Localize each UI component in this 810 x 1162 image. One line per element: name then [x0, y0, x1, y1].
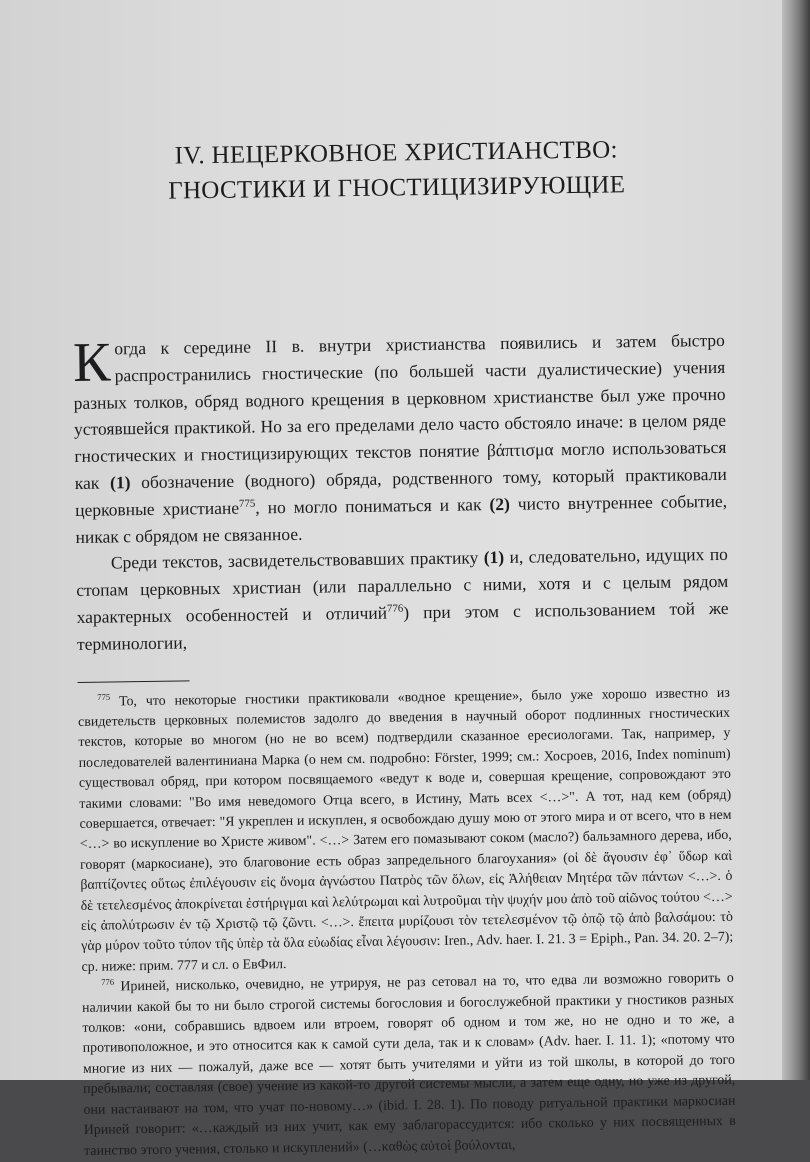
marker-1: (1) — [109, 472, 131, 493]
page-edge-shadow — [782, 0, 810, 1080]
chapter-heading-line-1: IV. НЕЦЕРКОВНОЕ ХРИСТИАНСТВО: — [174, 136, 618, 170]
footnote-number: 776 — [101, 977, 115, 988]
footnote-ref-776: 776 — [386, 602, 404, 615]
footnote-775 — [78, 683, 734, 978]
paragraph-2 — [76, 541, 729, 657]
paragraph-1 — [73, 327, 728, 550]
chapter-heading — [70, 131, 723, 210]
main-text — [73, 327, 729, 658]
footnote-text: То, что некоторые гностики практиковали «водное крещение», было уже хорошо известно из свидетельств церковных полемистов задолго до введения в научный оборот подлинных гностических текстов, которые во многом (но не во всем) подтвердили сказанное ересиологами. Так, например, у последователей валентиниана Марка (о нем см. подробно: Förster, 1999; см.: Хосроев, 2016, Index nominum) существовал обряд, при котором посвящаемого «ведут к воде и, совершая крещение, сопровождают это такими словами: "Во имя неведомого Отца всего, в Истину, Мать всех <…>". А тот, над кем (обряд) совершается, отвечает: "Я укреплен и искуплен, я освобождаю душу мою от этого мира и от всего, что в нем <…> во искупление во Христе живом". <…> Затем его помазывают соком (масло?) бальзамного дерева, ибо, говорят (маркосиане), это благовоние есть образ запредельного благоухания» (οἱ δὲ ἄγουσιν ἐφ᾽ ὕδωρ καὶ βαπτίζοντες οὕτως ἐπιλέγουσιν εἰς ὄνομα ἀγνώστου Πατρὸς τῶν ὅλων, εἰς Ἀλήθειαν Μητέρα τῶν πάντων <…>. ὁ δὲ τετελεσμένος ἀποκρίνεται ἐστήριγμαι καὶ λελύτρωμαι καὶ λυτροῦμαι τὴν ψυχήν μου ἀπὸ τοῦ αἰῶνος τούτου <…> εἰς ἀπολύτρωσιν ἐν τῷ Χριστῷ τῷ ζῶντι. <…>. ἔπειτα μυρίζουσι τὸν τετελεσμένον τῷ ὀπῷ τῷ ἀπὸ βαλσάμου: τὸ γὰρ μύρον τοῦτο τύπον τῆς ὑπὲρ τὰ ὅλα εὐωδίας εἶναι λέγουσιν: Iren., Adv. haer. I. 21. 3 = Epiph., Pan. 34. 20. 2–7); ср. ниже: прим. 777 и сл. о ЕвФил. — [78, 685, 734, 975]
footnotes — [78, 683, 736, 1161]
footnote-separator — [78, 680, 190, 683]
paragraph-2-text-2: и, следовательно, идущих по стопам церковных христиан (или параллельно с ними, хотя и с целым рядом характерных особенностей и отличий — [76, 544, 729, 627]
footnote-text: Ириней, нисколько, очевидно, не утрируя, не раз сетовал на то, что едва ли возможно говорить о наличии какой бы то ни было строгой системы богословия и богослужебной практики у гностиков разных толков: «они, собравшись вдвоем или втроем, говорят об одном и том же, но не одно и то же, а противоположное, и это относится как к самой сути дела, так и к словам» (Adv. haer. I. 11. 1); «потому что многие из них — пожалуй, даже все — хотят быть учителями и уйти из той школы, в которой до того пребывали; составляя (свое) учение из какой-то другой системы мысли, а затем еще одну, но уже из другой, они настаивают на том, что учат по-новому…» (ibid. I. 28. 1). По поводу ритуальной практики маркосиан Ириней говорит: «…каждый из них учит, как ему заблагорассудится: ибо сколько у них посвященных в таинство этого учения, столько и искуплений» (…καθὼς αὐτοὶ βούλονται, — [82, 971, 736, 1159]
page-content — [70, 131, 736, 1162]
marker-2: (2) — [489, 493, 510, 514]
chapter-heading-line-2: ГНОСТИКИ И ГНОСТИЦИЗИРУЮЩИЕ — [168, 171, 626, 205]
footnote-ref-775: 775 — [238, 497, 256, 510]
paragraph-1-text-3: , но могло пониматься и как — [255, 493, 490, 518]
paragraph-1-text-1: огда к середине II в. внутри христианства появились и затем быстро распространились гностические (по большей части дуалистические) учения разных толков, обряд водного крещения в церковном христианстве был уже прочно устоявшейся практикой. Но за его пределами дело часто обстояло иначе: в целом ряде гностических и гностицизирующих текстов понятие βάπτισμα могло использоваться как — [73, 329, 727, 493]
paragraph-2-text-1: Среди текстов, засвидетельствовавших практику — [110, 547, 484, 573]
paragraph-1-text-2: обозначение (водного) обряда, родственного тому, который практиковали церковные христиане — [75, 463, 727, 520]
paragraph-2-text-3: ) при этом с использованием той же терминологии, — [76, 597, 729, 654]
footnote-number: 775 — [97, 691, 111, 702]
footnote-776 — [82, 969, 737, 1162]
paragraph-1-text-4: чисто внутреннее событие, никак с обрядом не связанное. — [75, 490, 728, 547]
marker-1-ref: (1) — [483, 547, 505, 568]
drop-cap: К — [72, 331, 111, 394]
